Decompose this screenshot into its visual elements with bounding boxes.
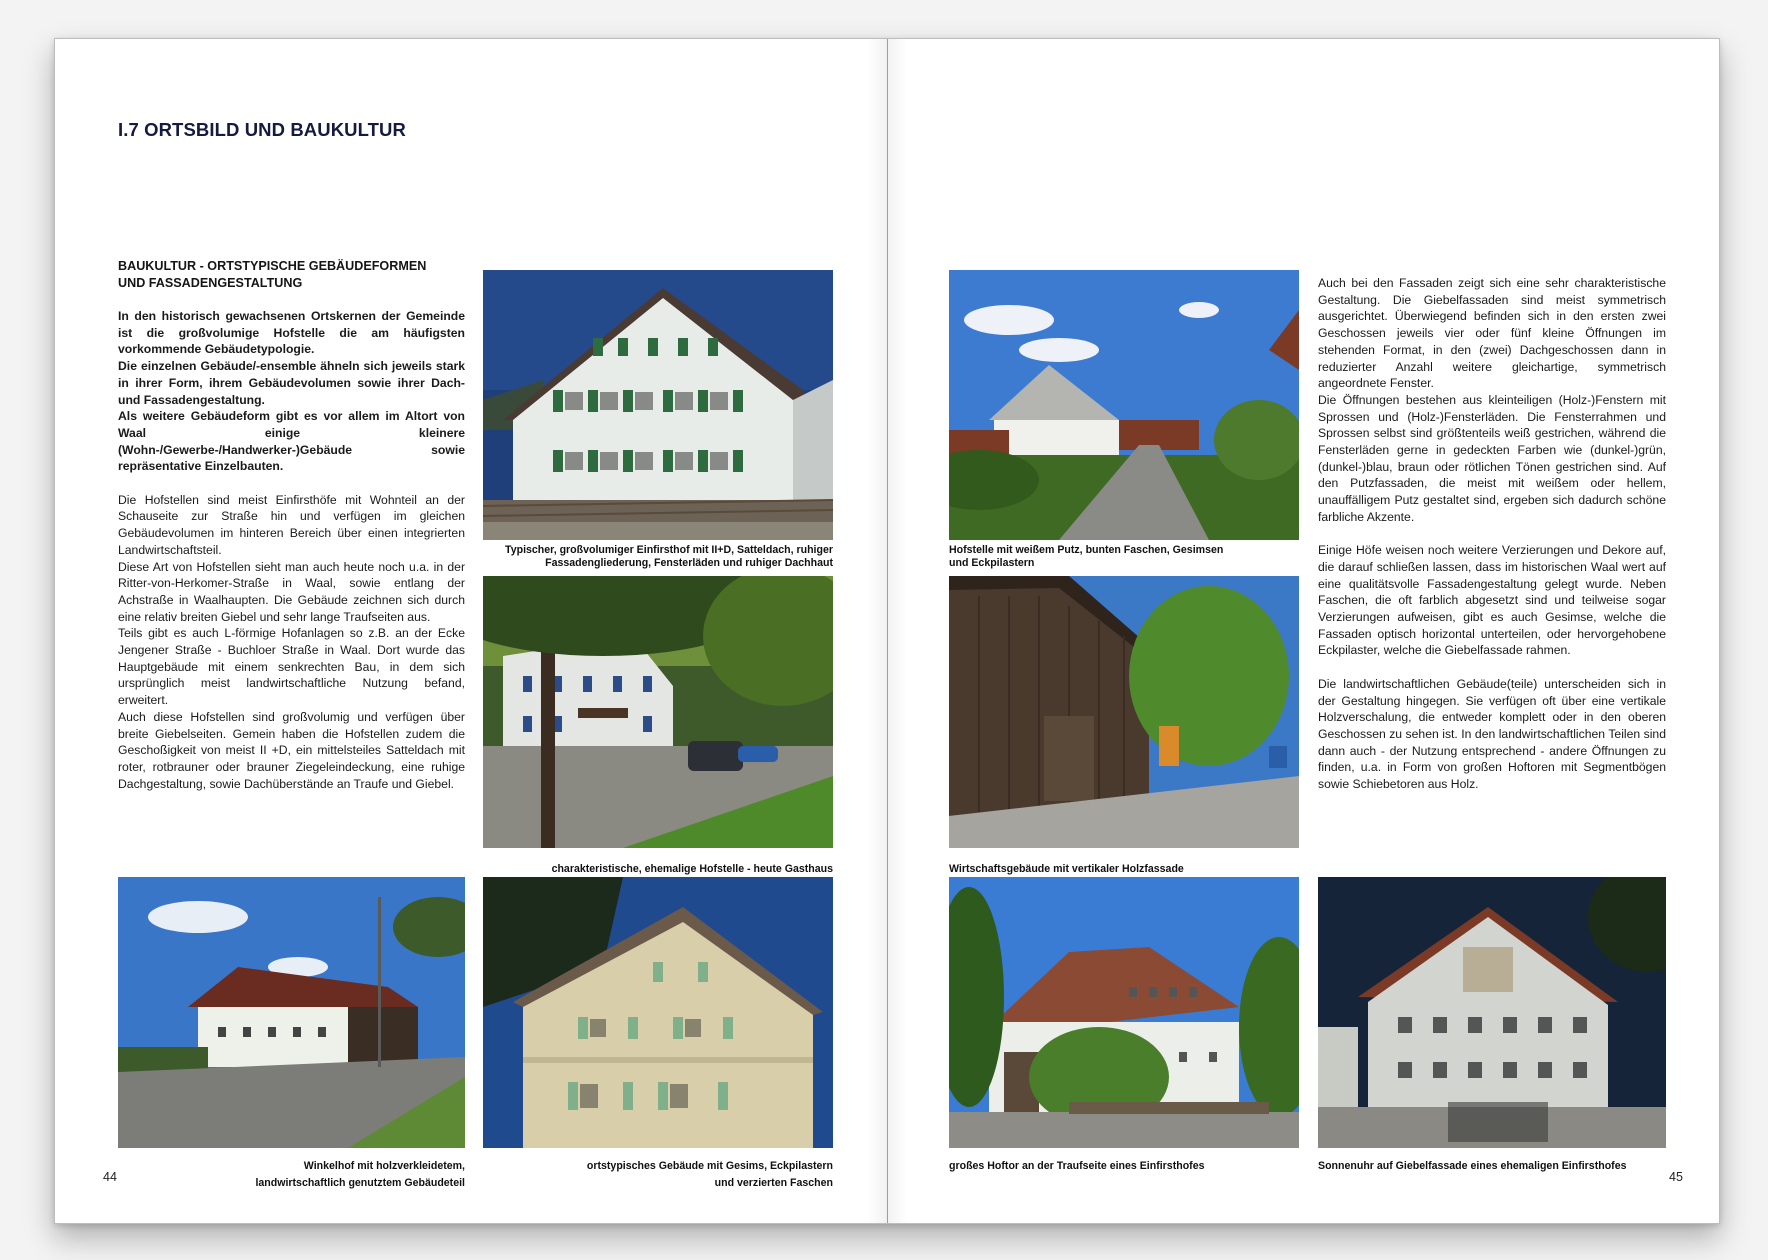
intro-paragraph-3: Als weitere Gebäudeform gibt es vor allem im Altort von Waal einige kleinere (Wohn-/Gewerbe-/Handwerker-)Gebäude sowie repräsentative Einzelbauten. [118, 409, 465, 474]
page-gutter [887, 39, 888, 1223]
photo-wooden-barn-facade [949, 576, 1299, 848]
right-paragraph-4: Die landwirtschaftlichen Gebäude(teile) unterscheiden sich in der Gestaltung hingegen. Sie verfügen oft über eine vertikale Holzverschalung, die entweder komplett oder in den oberen Geschossen zu sehen ist. In den landwirtschaftlichen Teilen sind dann auch - der Nutzung entsprechend - andere Öffnungen zu finden, u.a. in Form von großen Hoftoren mit Segmentbögen sowie Schiebetoren aus Holz. [1318, 676, 1666, 792]
caption-photo-7: großes Hoftor an der Traufseite eines Einfirsthofes [949, 1160, 1205, 1172]
caption-photo-2: charakteristische, ehemalige Hofstelle - heute Gasthaus [551, 863, 833, 875]
photo-farmhouse-large-gate [949, 877, 1299, 1148]
intro-paragraph-1: In den historisch gewachsenen Ortskernen der Gemeinde ist die großvolumige Hofstelle die am häufigsten vorkommende Gebäudetypologie. [118, 309, 465, 357]
body-paragraph-4: Auch diese Hofstellen sind großvolumig und verfügen über breite Giebelseiten. Gemein haben die Hofstellen zudem die Geschoßigkeit von meist II +D, ein mittelsteiles Satteldach mit roter, rotbrauner oder brauner Ziegeleindeckung, eine ruhige Dachgestaltung, sowie Dachüberstände an Traufe und Giebel. [118, 709, 465, 791]
section-title: BAUKULTUR - ORTSTYPISCHE GEBÄUDEFORMEN UND FASSADENGESTALTUNG [118, 259, 427, 290]
caption-photo-8: Sonnenuhr auf Giebelfassade eines ehemaligen Einfirsthofes [1318, 1160, 1627, 1172]
body-paragraph-2: Diese Art von Hofstellen sieht man auch heute noch u.a. in der Ritter-von-Herkomer-Straße in Waal, sowie entlang der Achstraße in Waalhaupten. Die Gebäude zeichnen sich durch eine relativ breiten Giebel und sehr lange Traufseiten aus. [118, 559, 465, 624]
photo-sundial-gable-facade [1318, 877, 1666, 1148]
book-spread [54, 38, 1720, 1224]
page-number-left: 44 [103, 1170, 117, 1184]
body-paragraph-3: Teils gibt es auch L-förmige Hofanlagen so z.B. an der Ecke Jengener Straße - Buchloer Straße in Waal. Dort wurde das Hauptgebäude mit einem senkrechten Bau, in dem sich ursprünglich meist landwirtschaftliche Nutzung befand, erweitert. [118, 626, 465, 708]
chapter-title: I.7 ORTSBILD UND BAUKULTUR [118, 119, 406, 140]
caption-photo-1-line-2: Fassadengliederung, Fensterläden und ruhiger Dachhaut [545, 557, 833, 569]
photo-former-farmstead-inn [483, 576, 833, 848]
page-number-right: 45 [1669, 1170, 1683, 1184]
photo-yellow-building-gesims [483, 877, 833, 1148]
caption-photo-3-line-1: Winkelhof mit holzverkleidetem, [303, 1160, 465, 1172]
right-paragraph-1: Auch bei den Fassaden zeigt sich eine sehr charakteristische Gestaltung. Die Giebelfassaden sind meist symmetrisch ausgerichtet. Überwiegend befinden sich in den ersten zwei Geschossen jeweils vier oder fünf kleine Öffnungen im stehenden Format, in den (zwei) Dachgeschossen dann in reduzierter Anzahl weitere gleichartige, symmetrisch angeordnete Fenster. [1318, 276, 1666, 391]
caption-photo-1-line-1: Typischer, großvolumiger Einfirsthof mit II+D, Satteldach, ruhiger [505, 544, 833, 556]
right-text-column [1318, 275, 1666, 793]
right-paragraph-2: Die Öffnungen bestehen aus kleinteiligen (Holz-)Fenstern mit Sprossen und (Holz-)Fensterläden. Die Fensterrahmen und Sprossen selbst sind größtenteils weiß gestrichen, während die Fensterläden gerne in gedeckten Farben wie (dunkel-)grün, (dunkel-)blau, braun oder rötlichen Tönen gestrichen sind. Auf den Putzfassaden, die meist mit weißem oder hellem, unauffälligem Putz gestaltet sind, ergeben sich dadurch schöne farbliche Akzente. [1318, 392, 1666, 524]
body-paragraph-1: Die Hofstellen sind meist Einfirsthöfe mit Wohnteil an der Schauseite zur Straße hin und verfügen im gleichen Gebäudevolumen im hinteren Bereich über einen integrierten Landwirtschaftsteil. [118, 492, 465, 557]
caption-photo-4-line-2: und verzierten Faschen [714, 1177, 833, 1189]
right-paragraph-3: Einige Höfe weisen noch weitere Verzierungen und Dekore auf, die darauf schließen lassen, dass im historischen Waal wert auf eine qualitätsvolle Fassadengestaltung gelegt wurde. Neben Faschen, die oft farblich abgesetzt sind und teilweise sogar Verzierungen aufweisen, gibt es auch Gesimse, welche die Fassaden optisch horizontal unterteilen, oder hervorgehobene Eckpilaster, welche die Giebelfassade rahmen. [1318, 543, 1666, 658]
left-text-column [118, 308, 465, 792]
photo-farmhouse-green-shutters [483, 270, 833, 540]
caption-photo-3-line-2: landwirtschaftlich genutztem Gebäudeteil [255, 1177, 465, 1189]
caption-photo-6: Wirtschaftsgebäude mit vertikaler Holzfassade [949, 863, 1184, 875]
photo-white-farmstead-road [949, 270, 1299, 540]
caption-photo-5-line-2: und Eckpilastern [949, 557, 1035, 569]
photo-corner-farmstead [118, 877, 465, 1148]
caption-photo-5-line-1: Hofstelle mit weißem Putz, bunten Faschen, Gesimsen [949, 544, 1224, 556]
intro-paragraph-2: Die einzelnen Gebäude/-ensemble ähneln sich jeweils stark in ihrer Form, ihrem Gebäudevolumen sowie ihrer Dach- und Fassadengestaltung. [118, 359, 465, 407]
caption-photo-4-line-1: ortstypisches Gebäude mit Gesims, Eckpilastern [586, 1160, 833, 1172]
